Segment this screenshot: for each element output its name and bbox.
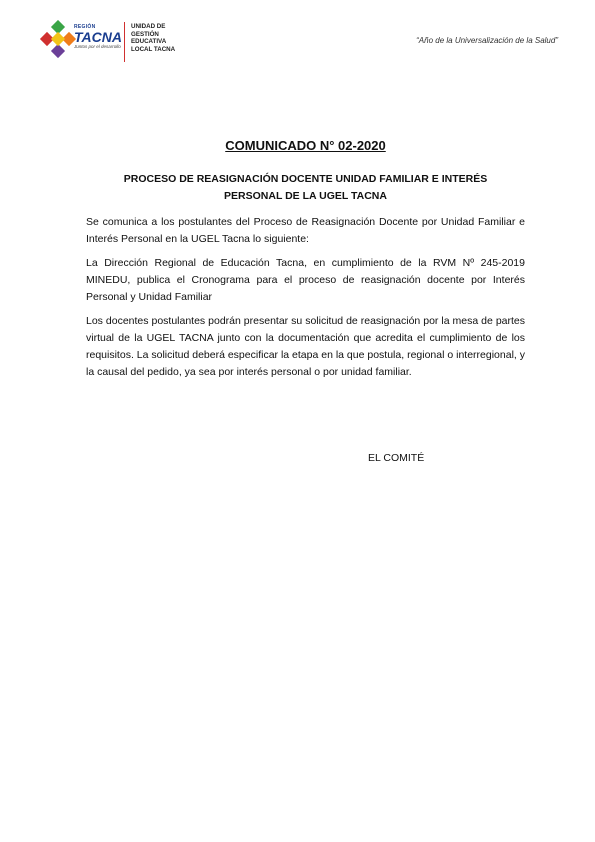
document-body xyxy=(86,138,525,388)
signature: EL COMITÉ xyxy=(368,452,425,464)
letterhead xyxy=(38,16,558,66)
header-divider xyxy=(124,22,125,62)
paragraph: Los docentes postulantes podrán presentar su solicitud de reasignación por la mesa de partes virtual de la UGEL TACNA junto con la documentación que acredita el cumplimiento de los requisitos. La solicitud deberá especificar la etapa en la que postula, regional o interregional, y la causal del pedido, ya sea por interés personal o por unidad familiar. xyxy=(86,315,525,378)
region-wordmark xyxy=(74,24,122,49)
subtitle-line: PROCESO DE REASIGNACIÓN DOCENTE UNIDAD FAMILIAR E INTERÉS xyxy=(123,173,488,185)
region-tagline: Juntos por el desarrollo xyxy=(74,44,121,49)
paragraph: La Dirección Regional de Educación Tacna, en cumplimiento de la RVM Nº 245-2019 MINEDU, publica el Cronograma para el proceso de reasignación docente por Interés Personal y Unidad Familiar xyxy=(86,257,525,303)
region-label: REGIÓN xyxy=(74,24,96,30)
ugel-line: EDUCATIVA xyxy=(131,38,167,46)
ugel-line: LOCAL TACNA xyxy=(131,45,176,53)
subtitle-line: PERSONAL DE LA UGEL TACNA xyxy=(224,190,387,202)
paragraph: Se comunica a los postulantes del Proceso de Reasignación Docente por Unidad Familiar e Interés Personal en la UGEL Tacna lo siguiente: xyxy=(86,216,525,245)
document-subtitle xyxy=(86,171,525,205)
region-name: TACNA xyxy=(74,29,122,45)
ugel-name xyxy=(131,23,175,53)
ugel-line: GESTIÓN xyxy=(131,30,159,38)
ugel-line: UNIDAD DE xyxy=(131,23,166,30)
region-tacna-logo-icon xyxy=(38,20,78,60)
year-motto: “Año de la Universalización de la Salud” xyxy=(416,36,558,45)
document-title: COMUNICADO N° 02-2020 xyxy=(225,138,386,153)
